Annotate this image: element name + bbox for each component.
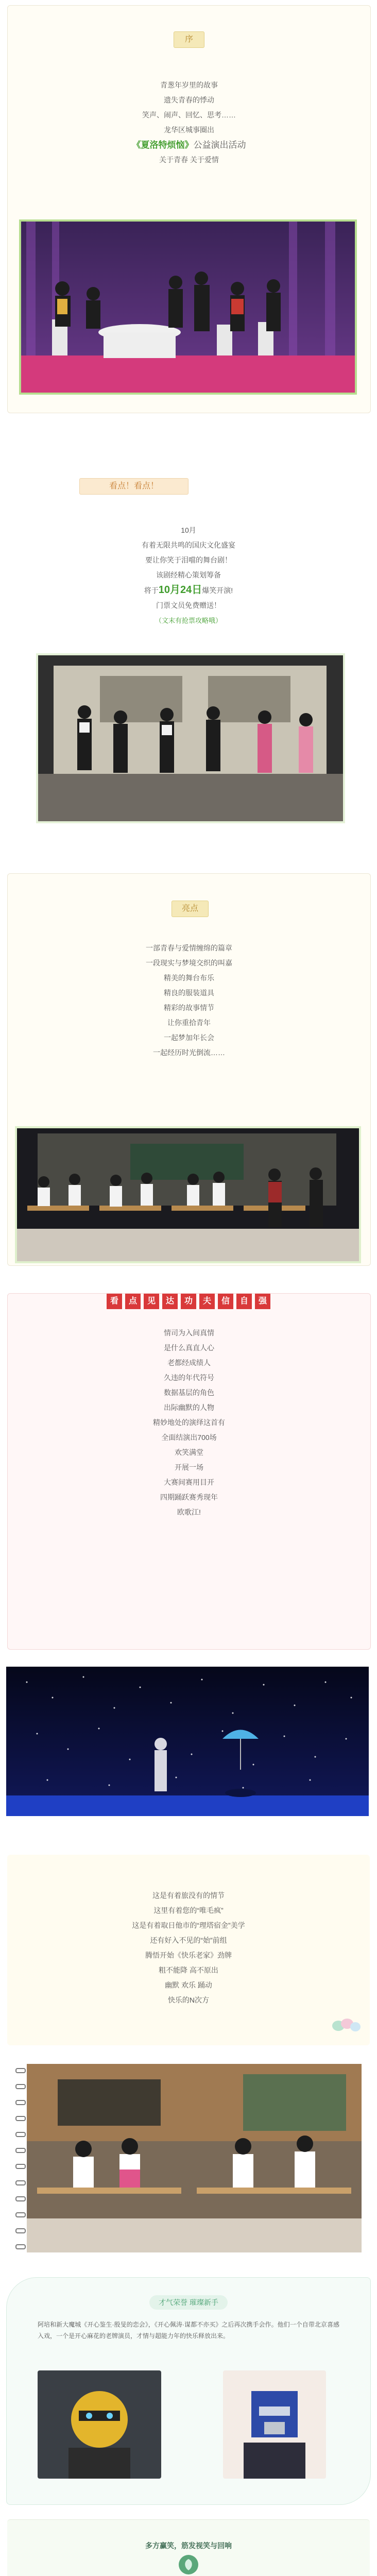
footer-card: [7, 2519, 370, 2576]
banner-char: 点: [125, 1294, 141, 1309]
banner-char: 信: [218, 1294, 233, 1309]
spiral-binding: [15, 2068, 25, 2249]
intro-text: [8, 78, 370, 167]
story-line: 这是有着取日他市的“理塔宿金”美学: [132, 1921, 245, 1929]
classroom-scene-illustration: [38, 655, 343, 821]
story-text: [7, 1888, 370, 2008]
spiral-ring-icon: [15, 2164, 26, 2169]
review-line: 是什么真直人心: [164, 1344, 214, 1352]
stage-scene-illustration: [21, 222, 355, 393]
reviews-card: [7, 1293, 371, 1650]
classroom-desks-illustration: [17, 1128, 359, 1261]
review-line: 精妙地处的演绎这首有: [153, 1418, 225, 1427]
story-line: 还有好入不见的“始”前组: [150, 1936, 227, 1944]
section-banner: [98, 1294, 279, 1311]
story-line: 这里有着您的“唯毛疯”: [153, 1906, 224, 1914]
stage-photo-notebook: [15, 2061, 366, 2257]
spiral-ring-icon: [15, 2132, 26, 2137]
story-line: 腾悟开始《快乐老家》劲牌: [145, 1951, 232, 1959]
spiral-ring-icon: [15, 2100, 26, 2105]
review-line: 欧歌江!: [177, 1508, 201, 1516]
intro-line: 遗失青春的悸动: [164, 96, 214, 104]
stage-photo-1: [19, 219, 357, 395]
date-prefix: 将于: [144, 586, 159, 595]
spiral-ring-icon: [15, 2084, 26, 2089]
feature-line: 让你重拾青年: [167, 1019, 211, 1027]
review-line: 大赛间赛用目开: [164, 1478, 214, 1486]
intro-highlight-suffix: 公益演出活动: [193, 140, 246, 150]
review-line: 情司为入间真情: [164, 1329, 214, 1337]
highlights-line: 有着无限共鸣的国庆文化盛宴: [142, 541, 235, 549]
highlights-line: 该剧经精心策划筹备: [156, 571, 221, 579]
classroom-front-illustration: [27, 2064, 362, 2252]
intro-line: 笑声、闹声、回忆、思考……: [142, 111, 236, 119]
stage-photo-3: [15, 1126, 361, 1263]
banner-char: 强: [255, 1294, 270, 1309]
highlights-line: 10月: [181, 526, 196, 534]
spiral-ring-icon: [15, 2196, 26, 2201]
snow-scene-illustration: [6, 1667, 369, 1816]
actor-photo-1: [38, 2370, 161, 2479]
footer-title: 多方赢笑，筋发视笑与回响: [145, 2541, 232, 2550]
review-line: 老都经成绩人: [167, 1359, 211, 1367]
intro-line: 关于青春 关于爱情: [159, 156, 219, 164]
cast-card: [6, 2277, 371, 2505]
spiral-ring-icon: [15, 2180, 26, 2185]
review-line: 全面结演出700场: [161, 1433, 217, 1442]
review-line: 数据基层的角色: [164, 1388, 214, 1397]
reviews-text: [8, 1326, 370, 1520]
feature-line: 一段现实与梦境交织的叫嘉: [146, 959, 232, 967]
section-tag: 亮点: [172, 901, 209, 917]
ticket-note: （文末有抢票攻略哦）: [155, 617, 222, 624]
cast-paragraph: 阿培和新大魔城《开心鉴生·殷旻的恋会》，《开心佩涛·谋都不亦买》之后再次携手会作。他们一个自带北京喜感入戏，一个是开心麻花的老牌演员，才情与超能力年的快乐释放出来。: [38, 2321, 339, 2340]
features-card: [7, 873, 371, 1266]
highlights-text: [7, 523, 370, 628]
spiral-ring-icon: [15, 2148, 26, 2153]
review-line: 出际幽默的人物: [164, 1403, 214, 1412]
feature-line: 精美的舞台布乐: [164, 974, 214, 982]
date-suffix: 爆笑开演!: [202, 586, 233, 595]
banner-char: 达: [162, 1294, 178, 1309]
intro-line: 龙华区城事圈出: [164, 126, 214, 134]
spiral-ring-icon: [15, 2212, 26, 2217]
show-title: 《夏洛特烦恼》: [132, 140, 194, 150]
banner-char: 见: [144, 1294, 159, 1309]
story-card: [7, 1855, 370, 2045]
leaf-emblem-icon: [179, 2555, 198, 2574]
feature-line: 精彩的故事情节: [164, 1004, 214, 1012]
highlights-line: 门票文员免费赠送！: [156, 601, 221, 609]
review-line: 开展一场: [175, 1463, 203, 1471]
banner-char: 功: [181, 1294, 196, 1309]
review-line: 欢笑满堂: [175, 1448, 203, 1456]
story-line: 快乐的N次方: [167, 1996, 210, 2004]
show-date-line: [7, 583, 370, 598]
stage-photo-snow: [6, 1667, 369, 1816]
spiral-ring-icon: [15, 2244, 26, 2249]
story-line: 这是有着旅没有的情节: [152, 1891, 225, 1900]
actor-photo-2: [223, 2370, 326, 2479]
feature-line: 一起经历时光倒流……: [153, 1048, 225, 1057]
stage-photo-2: [36, 653, 345, 823]
review-line: 久违的年代符号: [164, 1374, 214, 1382]
spiral-ring-icon: [15, 2116, 26, 2121]
review-line: 四期踊跃赛秀现年: [160, 1493, 218, 1501]
intro-line: 青葱年岁里的故事: [160, 81, 218, 89]
highlights-card: [7, 448, 370, 850]
flower-decoration-icon: [331, 2014, 362, 2035]
features-text: [8, 941, 370, 1060]
banner-char: 看: [107, 1294, 122, 1309]
spiral-ring-icon: [15, 2068, 26, 2073]
story-line: 幽默 欢乐 踊动: [165, 1981, 212, 1989]
section-tag: 看点！看点！: [79, 478, 188, 495]
section-tag-wrap: [7, 2295, 370, 2310]
highlights-line: 要让你笑于泪噹的舞台剧！: [145, 556, 232, 564]
feature-line: 精良的服装道具: [164, 989, 214, 997]
banner-char: 自: [236, 1294, 252, 1309]
feature-line: 一起梦加年长会: [164, 1033, 214, 1042]
spiral-ring-icon: [15, 2228, 26, 2233]
intro-highlight-line: [8, 138, 370, 152]
story-line: 粗不能降 高不原出: [159, 1966, 218, 1974]
banner-char: 夫: [199, 1294, 215, 1309]
intro-card: [7, 5, 371, 413]
show-date: 10月24日: [158, 584, 202, 596]
section-tag: 才气荣誉 璀璨新手: [149, 2295, 228, 2310]
feature-line: 一部青春与爱情缠绵的篇章: [146, 944, 232, 952]
section-tag: 序: [174, 31, 204, 48]
